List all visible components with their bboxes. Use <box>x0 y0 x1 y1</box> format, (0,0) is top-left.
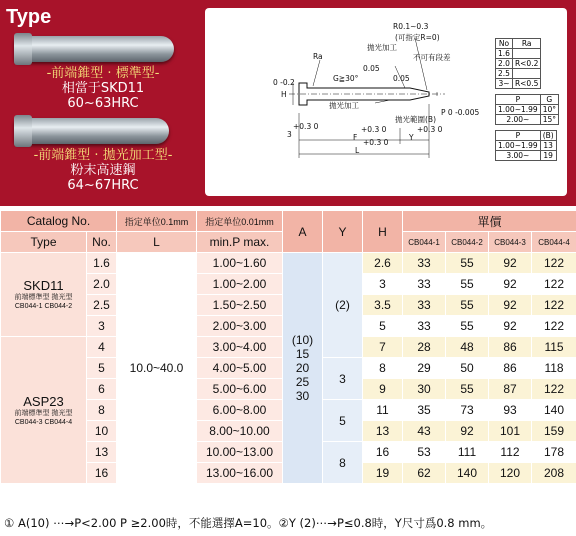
table-cell: 35 <box>403 400 446 421</box>
spec-table-ra <box>495 38 541 89</box>
y-values-4: 8 <box>323 442 363 484</box>
label-f-tol: +0.3 0 <box>361 125 387 134</box>
label-polish-range: 拋光範圍(B) <box>395 115 436 124</box>
table-cell: 43 <box>403 421 446 442</box>
header-y: Y <box>323 211 363 253</box>
label-ra: Ra <box>313 52 323 61</box>
type-skd11: SKD11 前端標準型 拋光型 CB044-1 CB044-2 <box>1 253 87 337</box>
label-no-step: 不可有段差 <box>413 53 451 62</box>
header-cb3: CB044-3 <box>489 232 532 253</box>
spec-cell: 19 <box>540 151 556 161</box>
spec-table-g <box>495 94 559 125</box>
table-cell: 159 <box>532 421 576 442</box>
header-unit01: 指定单位0.1mm <box>117 211 197 232</box>
table-cell: 5.00~6.00 <box>197 379 283 400</box>
table-cell: 120 <box>489 463 532 484</box>
table-cell: 86 <box>489 337 532 358</box>
table-cell: 55 <box>446 379 489 400</box>
table-cell: 19 <box>363 463 403 484</box>
spec-cell: 13 <box>540 141 556 151</box>
table-cell: 55 <box>446 253 489 274</box>
header-h: H <box>363 211 403 253</box>
table-cell: 55 <box>446 274 489 295</box>
table-cell: 8.00~10.00 <box>197 421 283 442</box>
spec-cell: 2.0 <box>496 59 513 69</box>
table-cell: 13 <box>363 421 403 442</box>
table-cell: 33 <box>403 295 446 316</box>
table-cell: 111 <box>446 442 489 463</box>
table-cell: 1.00~1.60 <box>197 253 283 274</box>
table-cell: 140 <box>532 400 576 421</box>
spec-cell: 3.00~ <box>496 151 541 161</box>
spec-cell: R<0.2 <box>512 59 540 69</box>
table-cell: 4.00~5.00 <box>197 358 283 379</box>
label-s: 3 <box>287 130 292 139</box>
label-d1: 0.05 <box>363 64 380 73</box>
pin-image-1 <box>14 36 174 62</box>
label-polish-bottom: 拋光加工 <box>329 101 359 110</box>
table-cell: 62 <box>403 463 446 484</box>
type-asp23: ASP23 前端標準型 拋光型 CB044-3 CB044-4 <box>1 337 87 484</box>
header-minp: min.P max. <box>197 232 283 253</box>
label-h: H <box>281 90 287 99</box>
table-cell: 8 <box>363 358 403 379</box>
table-cell: 122 <box>532 295 576 316</box>
table-cell: 87 <box>489 379 532 400</box>
table-cell: 6.00~8.00 <box>197 400 283 421</box>
table-cell: 5 <box>363 316 403 337</box>
table-row <box>1 253 576 274</box>
table-cell: 50 <box>446 358 489 379</box>
table-cell: 73 <box>446 400 489 421</box>
spec-cell: 1.6 <box>496 49 513 59</box>
header-unit001: 指定单位0.01mm <box>197 211 283 232</box>
table-cell: 2.6 <box>363 253 403 274</box>
table-cell: 122 <box>532 274 576 295</box>
header-cb4: CB044-4 <box>532 232 576 253</box>
table-cell: 93 <box>489 400 532 421</box>
label-polish-top: 拋光加工 <box>367 43 397 52</box>
table-cell: 140 <box>446 463 489 484</box>
label-l-tol: +0.3 0 <box>363 138 389 147</box>
table-cell: 112 <box>489 442 532 463</box>
header-no: No. <box>87 232 117 253</box>
table-cell: 118 <box>532 358 576 379</box>
table-cell: 1.6 <box>87 253 117 274</box>
table-cell: 13 <box>87 442 117 463</box>
table-cell: 13.00~16.00 <box>197 463 283 484</box>
spec-cell: 10° <box>540 105 558 115</box>
label-y: Y <box>409 133 414 142</box>
table-cell: 2.5 <box>87 295 117 316</box>
table-cell: 7 <box>363 337 403 358</box>
label-r: R0.1~0.3 <box>393 22 429 31</box>
table-cell: 48 <box>446 337 489 358</box>
table-cell: 3.5 <box>363 295 403 316</box>
table-cell: 30 <box>403 379 446 400</box>
label-angle: G≧30° <box>333 74 359 83</box>
label-r-note: (可指定R=0) <box>395 33 440 42</box>
table-cell: 101 <box>489 421 532 442</box>
table-cell: 16 <box>363 442 403 463</box>
label-p-tol: P 0 -0.005 <box>441 108 480 117</box>
label-l: L <box>355 146 360 155</box>
y-values-3: 5 <box>323 400 363 442</box>
table-cell: 33 <box>403 253 446 274</box>
spec-price-table <box>0 210 576 484</box>
spec-cell <box>512 49 540 59</box>
spec-cell: 2.00~ <box>496 115 541 125</box>
header-l: L <box>117 232 197 253</box>
spec-cell: No <box>496 39 513 49</box>
header-a: A <box>283 211 323 253</box>
table-cell: 3 <box>87 316 117 337</box>
table-cell: 16 <box>87 463 117 484</box>
label-d2: 0.05 <box>393 74 410 83</box>
header-cb1: CB044-1 <box>403 232 446 253</box>
y-values-2: 3 <box>323 358 363 400</box>
table-cell: 92 <box>446 421 489 442</box>
table-cell: 33 <box>403 274 446 295</box>
table-cell: 2.0 <box>87 274 117 295</box>
spec-cell: Ra <box>512 39 540 49</box>
table-cell: 29 <box>403 358 446 379</box>
table-cell: 1.50~2.50 <box>197 295 283 316</box>
spec-cell: 1.00~1.99 <box>496 141 541 151</box>
table-cell: 92 <box>489 295 532 316</box>
spec-cell: G <box>540 95 558 105</box>
spec-cell: 2.5 <box>496 69 513 79</box>
table-cell: 10 <box>87 421 117 442</box>
table-cell: 1.00~2.00 <box>197 274 283 295</box>
table-cell: 3 <box>363 274 403 295</box>
l-range: 10.0~40.0 <box>117 253 197 484</box>
table-cell: 55 <box>446 316 489 337</box>
table-cell: 8 <box>87 400 117 421</box>
header-price: 單價 <box>403 211 576 232</box>
table-cell: 6 <box>87 379 117 400</box>
spec-cell: 3~ <box>496 79 513 89</box>
table-cell: 92 <box>489 274 532 295</box>
table-cell: 86 <box>489 358 532 379</box>
table-cell: 122 <box>532 253 576 274</box>
table-cell: 5 <box>87 358 117 379</box>
pin-image-2 <box>14 118 169 144</box>
label-f: F <box>353 133 358 142</box>
label-s-tol: +0.3 0 <box>293 122 319 131</box>
table-cell: 55 <box>446 295 489 316</box>
table-cell: 53 <box>403 442 446 463</box>
spec-cell: P <box>496 95 541 105</box>
table-cell: 115 <box>532 337 576 358</box>
table-cell: 9 <box>363 379 403 400</box>
table-cell: 122 <box>532 379 576 400</box>
table-cell: 178 <box>532 442 576 463</box>
table-cell: 28 <box>403 337 446 358</box>
spec-table-b <box>495 130 557 161</box>
y-values-1: (2) <box>323 253 363 358</box>
table-cell: 33 <box>403 316 446 337</box>
pin1-caption: -前端錐型 · 標準型- 相當于SKD11 60~63HRC <box>46 66 160 111</box>
table-cell: 2.00~3.00 <box>197 316 283 337</box>
spec-cell: R<0.5 <box>512 79 540 89</box>
header-cb2: CB044-2 <box>446 232 489 253</box>
footnote: ① A(10) ⋯→P<2.00 P ≥2.00時，不能選擇A=10。②Y (2)⋯→P≤0.8時，Y尺寸爲0.8 mm。 <box>4 516 493 530</box>
table-cell: 92 <box>489 316 532 337</box>
spec-cell: P <box>496 131 541 141</box>
pin2-caption: -前端錐型 · 拋光加工型- 粉末高速鋼 64~67HRC <box>33 148 173 193</box>
label-h-tol: 0 -0.2 <box>273 78 295 87</box>
label-y-tol: +0.3 0 <box>417 125 443 134</box>
spec-cell: (B) <box>540 131 556 141</box>
table-cell: 10.00~13.00 <box>197 442 283 463</box>
product-banner <box>0 0 576 206</box>
banner-title: Type <box>6 6 52 28</box>
technical-drawing <box>205 8 567 196</box>
table-cell: 122 <box>532 316 576 337</box>
spec-cell: 15° <box>540 115 558 125</box>
header-catalog: Catalog No. <box>1 211 117 232</box>
table-cell: 3.00~4.00 <box>197 337 283 358</box>
spec-cell <box>512 69 540 79</box>
table-cell: 92 <box>489 253 532 274</box>
table-cell: 11 <box>363 400 403 421</box>
table-cell: 4 <box>87 337 117 358</box>
table-cell: 208 <box>532 463 576 484</box>
spec-cell: 1.00~1.99 <box>496 105 541 115</box>
header-type: Type <box>1 232 87 253</box>
a-values: (10) 15 20 25 30 <box>283 253 323 484</box>
